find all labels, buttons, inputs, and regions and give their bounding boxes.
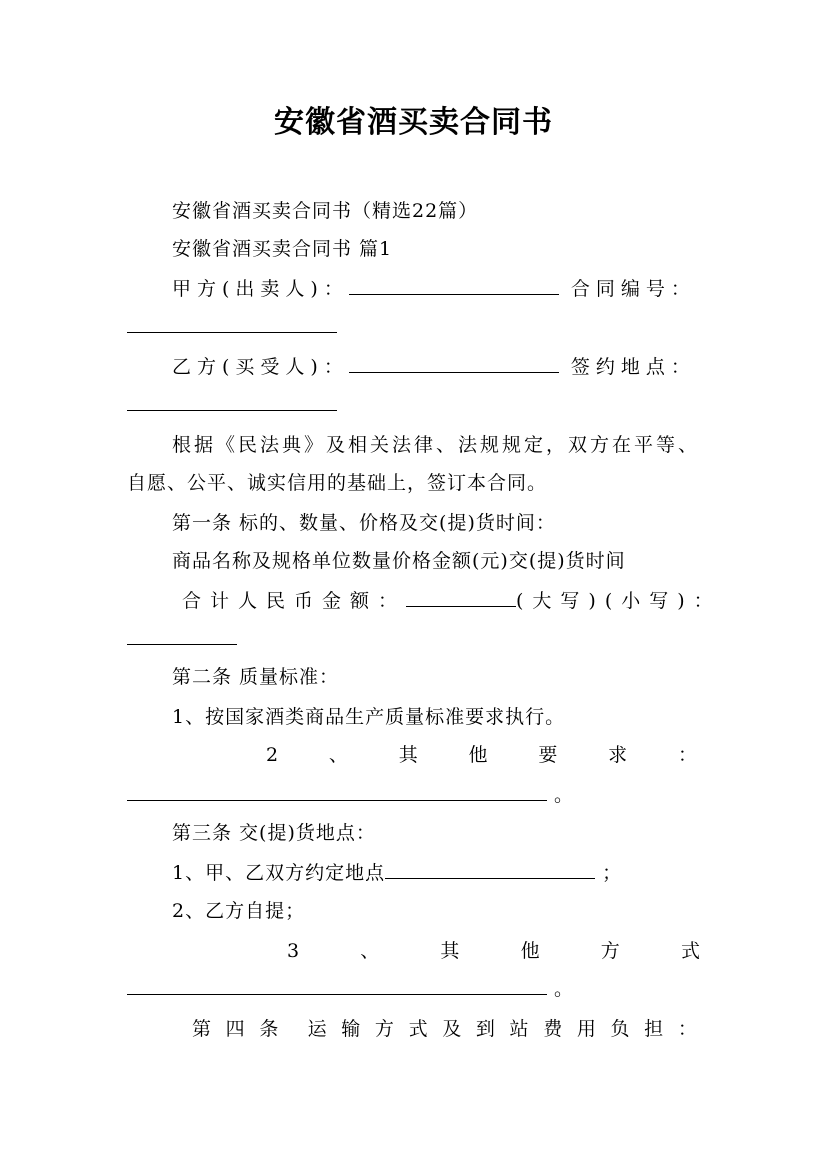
period: 。 xyxy=(554,784,575,806)
party-a-blank xyxy=(349,276,559,295)
total-amount-blank xyxy=(406,588,516,607)
party-b-label: 乙方(买受人)： xyxy=(172,356,349,378)
article-1-heading: 第一条 标的、数量、价格及交(提)货时间： xyxy=(172,512,556,534)
period: 。 xyxy=(554,978,575,1000)
article-3-heading: 第三条 交(提)货地点： xyxy=(172,822,376,844)
subtitle: 安徽省酒买卖合同书（精选22篇） xyxy=(172,200,479,222)
total-amount-label: 合计人民币金额： xyxy=(182,590,407,612)
party-b-blank xyxy=(349,354,559,373)
section-heading: 安徽省酒买卖合同书 篇1 xyxy=(172,238,393,260)
art2-item-2-char: 2 xyxy=(266,744,279,766)
art2-item-2-char: ： xyxy=(677,744,697,766)
sign-place-blank xyxy=(127,392,337,411)
art3-other-method-blank xyxy=(127,976,547,995)
article-4-char: 费 xyxy=(543,1018,563,1040)
art3-item-3-char: 、 xyxy=(360,940,380,962)
total-daxie-label: (大写)(小写)： xyxy=(516,590,722,612)
article-4-char: 负 xyxy=(610,1018,630,1040)
article-4-char: 站 xyxy=(509,1018,529,1040)
art3-item-2: 2、乙方自提； xyxy=(172,900,306,922)
article-4-char: ： xyxy=(677,1018,697,1040)
article-4-char: 到 xyxy=(475,1018,495,1040)
article-4-heading xyxy=(192,1016,697,1042)
art2-item-2-line xyxy=(127,782,574,808)
intro-line-2: 自愿、公平、诚实信用的基础上，签订本合同。 xyxy=(127,472,548,494)
art2-item-2-char: 其 xyxy=(398,744,418,766)
art2-item-2 xyxy=(266,742,697,768)
art3-item-3-char: 方 xyxy=(600,940,620,962)
art3-item-1-label: 1、甲、乙双方约定地点 xyxy=(172,862,386,884)
total-amount-line-2 xyxy=(127,626,237,652)
art3-item-3 xyxy=(287,938,700,964)
party-b-line xyxy=(172,354,696,380)
article-4-char: 条 xyxy=(259,1018,279,1040)
article-4-char: 输 xyxy=(341,1018,361,1040)
intro-line-1: 根据《民法典》及相关法律、法规规定，双方在平等、 xyxy=(172,434,701,456)
article-4-char: 运 xyxy=(307,1018,327,1040)
art3-item-1 xyxy=(172,860,622,886)
art3-item-3-line xyxy=(127,976,574,1002)
article-4-char: 第 xyxy=(192,1018,212,1040)
article-4-char: 式 xyxy=(408,1018,428,1040)
art2-item-1: 1、按国家酒类商品生产质量标准要求执行。 xyxy=(172,706,566,728)
agreed-place-blank xyxy=(385,860,595,879)
art3-item-3-char: 他 xyxy=(520,940,540,962)
total-xiaoxie-blank xyxy=(127,626,237,645)
party-a-label: 甲方(出卖人)： xyxy=(172,278,349,300)
article-2-heading: 第二条 质量标准： xyxy=(172,666,340,688)
art2-item-2-char: 、 xyxy=(328,744,348,766)
sign-place-line xyxy=(127,392,337,418)
contract-no-line xyxy=(127,314,337,340)
sign-place-label: 签约地点： xyxy=(570,356,696,378)
total-amount-line xyxy=(182,588,722,614)
goods-table-header: 商品名称及规格单位数量价格金额(元)交(提)货时间 xyxy=(172,550,626,572)
art3-item-3-char: 3 xyxy=(287,940,300,962)
art2-item-2-char: 求 xyxy=(608,744,628,766)
art3-item-3-char: 式 xyxy=(680,940,700,962)
article-4-char: 担 xyxy=(644,1018,664,1040)
contract-no-label: 合同编号： xyxy=(570,278,696,300)
party-a-line xyxy=(172,276,696,302)
article-4-char: 方 xyxy=(374,1018,394,1040)
art2-item-2-char: 他 xyxy=(468,744,488,766)
art2-other-requirements-blank xyxy=(127,782,547,801)
document-title: 安徽省酒买卖合同书 xyxy=(274,105,553,140)
article-4-char: 用 xyxy=(576,1018,596,1040)
semicolon: ； xyxy=(602,862,623,884)
art3-item-3-char: 其 xyxy=(440,940,460,962)
article-4-char: 及 xyxy=(442,1018,462,1040)
article-4-char: 四 xyxy=(225,1018,245,1040)
contract-no-blank xyxy=(127,314,337,333)
art2-item-2-char: 要 xyxy=(538,744,558,766)
